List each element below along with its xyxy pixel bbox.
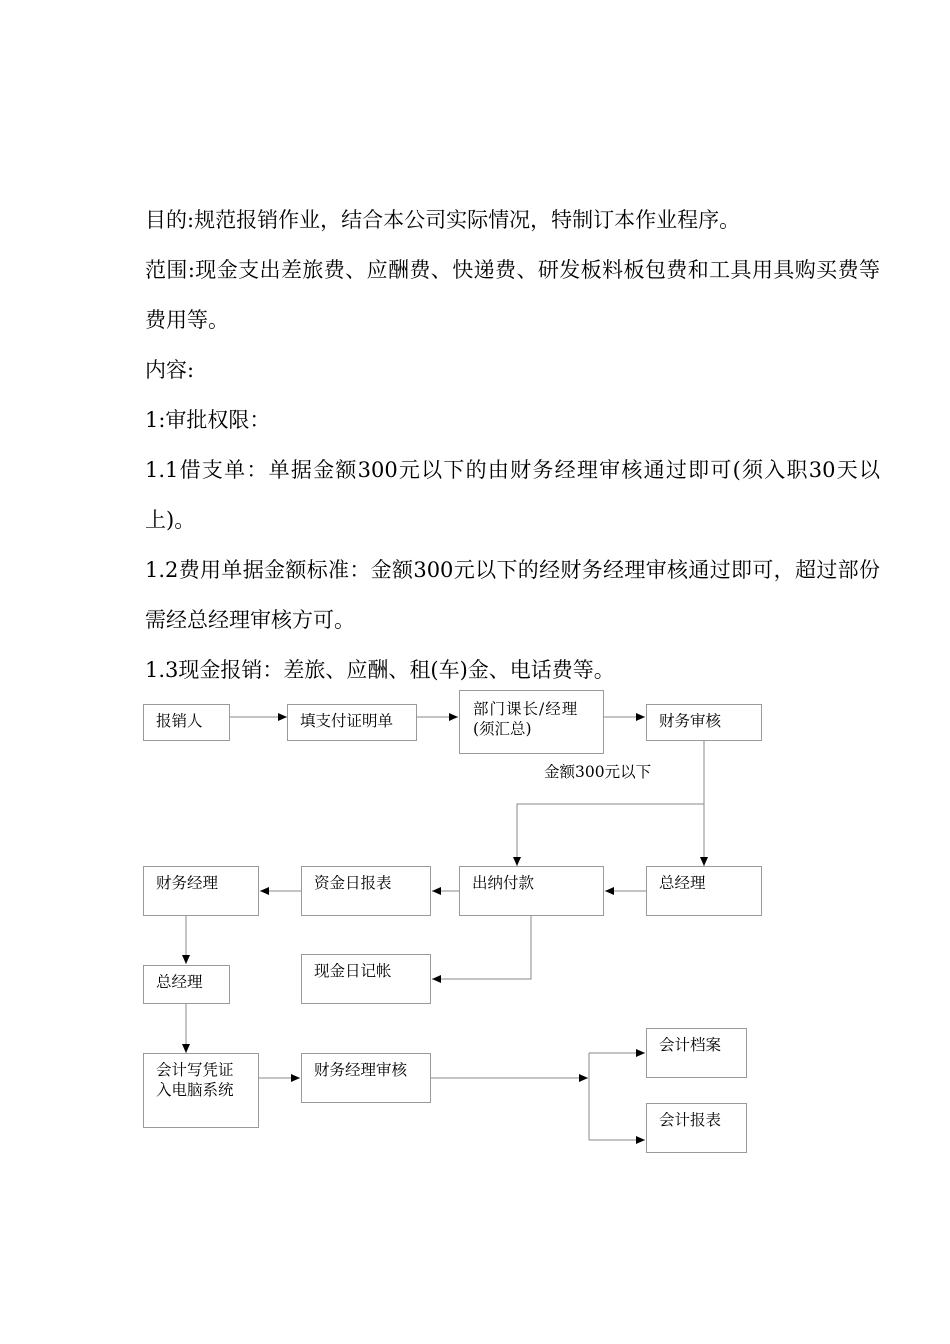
arrow-finance-to-cashier <box>517 804 704 866</box>
node-applicant <box>143 704 230 741</box>
node-accounting-archive <box>646 1028 747 1078</box>
node-finance-review <box>646 704 762 741</box>
expense-standard-rule: 1.2费用单据金额标准：金额300元以下的经财务经理审核通过即可，超过部份需经总经理审核方可。 <box>145 558 880 632</box>
arrow-cashier-to-journal <box>432 916 531 979</box>
node-dept-head-label-1: 部门课长/经理 <box>473 700 579 718</box>
node-applicant-label: 报销人 <box>156 712 203 730</box>
node-cash-journal-label: 现金日记帐 <box>314 962 392 980</box>
node-cash-journal <box>301 954 431 1004</box>
node-fill-form-label: 填支付证明单 <box>300 712 394 730</box>
amount-condition-label: 金额300元以下 <box>544 763 652 781</box>
node-accounting-archive-label: 会计档案 <box>659 1036 722 1054</box>
node-fill-form <box>287 704 417 741</box>
node-fund-daily-report <box>301 866 431 916</box>
content-heading: 内容: <box>145 358 195 382</box>
purpose-paragraph: 目的:规范报销作业，结合本公司实际情况，特制订本作业程序。 <box>145 208 741 232</box>
cash-reimbursement-rule: 1.3现金报销：差旅、应酬、租(车)金、电话费等。 <box>145 658 615 682</box>
node-accounting-report-label: 会计报表 <box>659 1111 722 1129</box>
approval-authority-heading: 1:审批权限： <box>145 408 271 432</box>
node-voucher-entry <box>143 1053 259 1128</box>
node-cashier-payment <box>459 866 604 916</box>
node-finance-manager-review <box>301 1053 431 1103</box>
node-finance-manager-label: 财务经理 <box>156 874 219 892</box>
scope-paragraph: 范围:现金支出差旅费、应酬费、快递费、研发板料板包费和工具用具购买费等费用等。 <box>145 258 880 332</box>
node-general-manager-top-label: 总经理 <box>659 874 706 892</box>
node-finance-manager <box>143 866 259 916</box>
node-voucher-entry-label-1: 会计写凭证 <box>156 1061 234 1079</box>
node-general-manager-mid-label: 总经理 <box>156 973 203 991</box>
node-dept-head-label-2: (须汇总) <box>473 720 532 738</box>
node-dept-head <box>459 690 604 754</box>
node-finance-review-label: 财务审核 <box>659 712 722 730</box>
node-cashier-payment-label: 出纳付款 <box>472 874 535 892</box>
node-general-manager-top <box>646 866 762 916</box>
node-fund-daily-report-label: 资金日报表 <box>314 874 392 892</box>
node-voucher-entry-label-2: 入电脑系统 <box>156 1081 234 1099</box>
node-finance-manager-review-label: 财务经理审核 <box>314 1061 408 1079</box>
node-accounting-report <box>646 1103 747 1153</box>
loan-slip-rule: 1.1借支单：单据金额300元以下的由财务经理审核通过即可(须入职30天以上)。 <box>145 458 880 532</box>
node-general-manager-mid <box>143 965 230 1004</box>
